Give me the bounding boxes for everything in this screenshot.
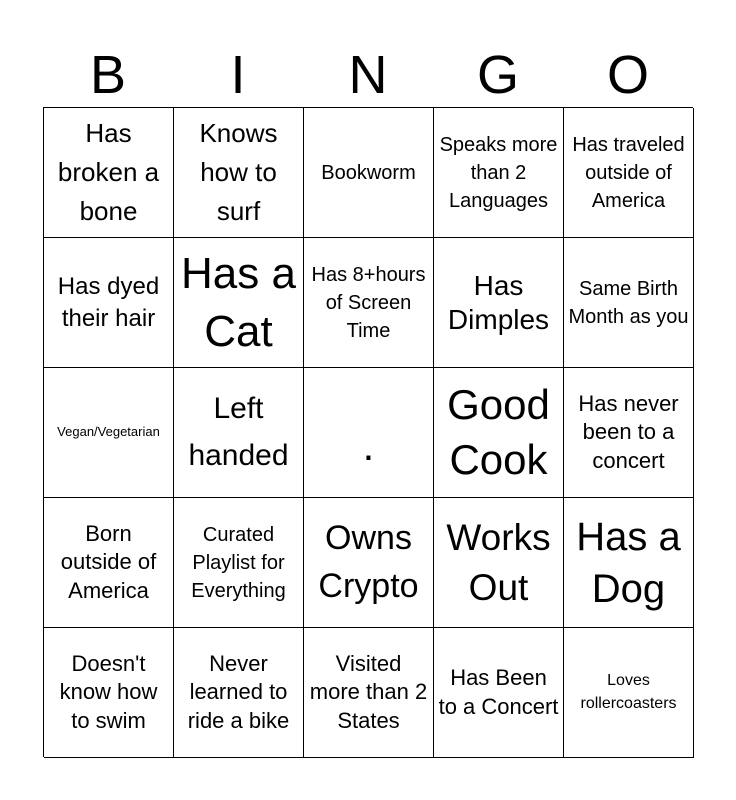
bingo-board [43, 107, 693, 757]
cell-label: Has 8+hours of Screen Time [311, 263, 426, 342]
bingo-cell-r2c5[interactable] [564, 238, 694, 368]
header-letter-i: I [230, 45, 246, 105]
bingo-cell-r5c2[interactable] [174, 628, 304, 758]
bingo-cell-r4c3[interactable] [304, 498, 434, 628]
bingo-cell-r1c5[interactable] [564, 108, 694, 238]
cell-label: Left handed [188, 392, 289, 472]
cell-label: Same Birth Month as you [568, 277, 689, 328]
cell-label: Has Dimples [447, 269, 550, 335]
bingo-cell-r4c2[interactable] [174, 498, 304, 628]
bingo-cell-r4c4[interactable] [434, 498, 564, 628]
free-space-label: . [362, 421, 375, 469]
cell-label: Has a Dog [576, 514, 681, 611]
header-letter-n: N [348, 45, 388, 105]
header-letter-g: G [476, 45, 519, 105]
cell-label: Bookworm [321, 161, 416, 184]
bingo-cell-r5c5[interactable] [564, 628, 694, 758]
header-letter-o: O [606, 45, 649, 105]
header-letter-b: B [89, 45, 127, 105]
cell-label: Vegan/Vegetarian [57, 424, 160, 440]
cell-label: Good Cook [447, 380, 550, 483]
cell-label: Has a Cat [181, 249, 296, 356]
bingo-header [43, 44, 693, 106]
cell-label: Has never been to a concert [578, 390, 679, 473]
bingo-cell-r1c2[interactable] [174, 108, 304, 238]
bingo-cell-r5c3[interactable] [304, 628, 434, 758]
bingo-cell-r1c1[interactable] [44, 108, 174, 238]
cell-label: Works Out [446, 516, 551, 608]
cell-label: Doesn't know how to swim [59, 650, 158, 733]
cell-label: Born outside of America [60, 520, 157, 603]
cell-label: Has dyed their hair [57, 273, 160, 332]
bingo-cell-r3c5[interactable] [564, 368, 694, 498]
cell-label: Speaks more than 2 Languages [439, 133, 558, 212]
bingo-cell-r1c4[interactable] [434, 108, 564, 238]
cell-label: Knows how to surf [199, 118, 278, 226]
cell-label: Has traveled outside of America [572, 133, 685, 212]
bingo-cell-r3c4[interactable] [434, 368, 564, 498]
cell-label: Has broken a bone [57, 118, 160, 226]
cell-label: Has Been to a Concert [438, 664, 559, 719]
bingo-cell-r3c2[interactable] [174, 368, 304, 498]
bingo-cell-r3c1[interactable] [44, 368, 174, 498]
bingo-cell-r4c5[interactable] [564, 498, 694, 628]
bingo-cell-r2c4[interactable] [434, 238, 564, 368]
bingo-cell-r4c1[interactable] [44, 498, 174, 628]
bingo-cell-r5c4[interactable] [434, 628, 564, 758]
bingo-cell-r5c1[interactable] [44, 628, 174, 758]
bingo-cell-r2c2[interactable] [174, 238, 304, 368]
cell-label: Loves rollercoasters [580, 672, 677, 712]
bingo-cell-r2c1[interactable] [44, 238, 174, 368]
bingo-cell-r3c3-free[interactable] [304, 368, 434, 498]
bingo-cell-r1c3[interactable] [304, 108, 434, 238]
cell-label: Never learned to ride a bike [187, 650, 290, 733]
cell-label: Owns Crypto [318, 518, 419, 605]
bingo-cell-r2c3[interactable] [304, 238, 434, 368]
cell-label: Visited more than 2 States [309, 650, 428, 733]
cell-label: Curated Playlist for Everything [191, 523, 286, 602]
